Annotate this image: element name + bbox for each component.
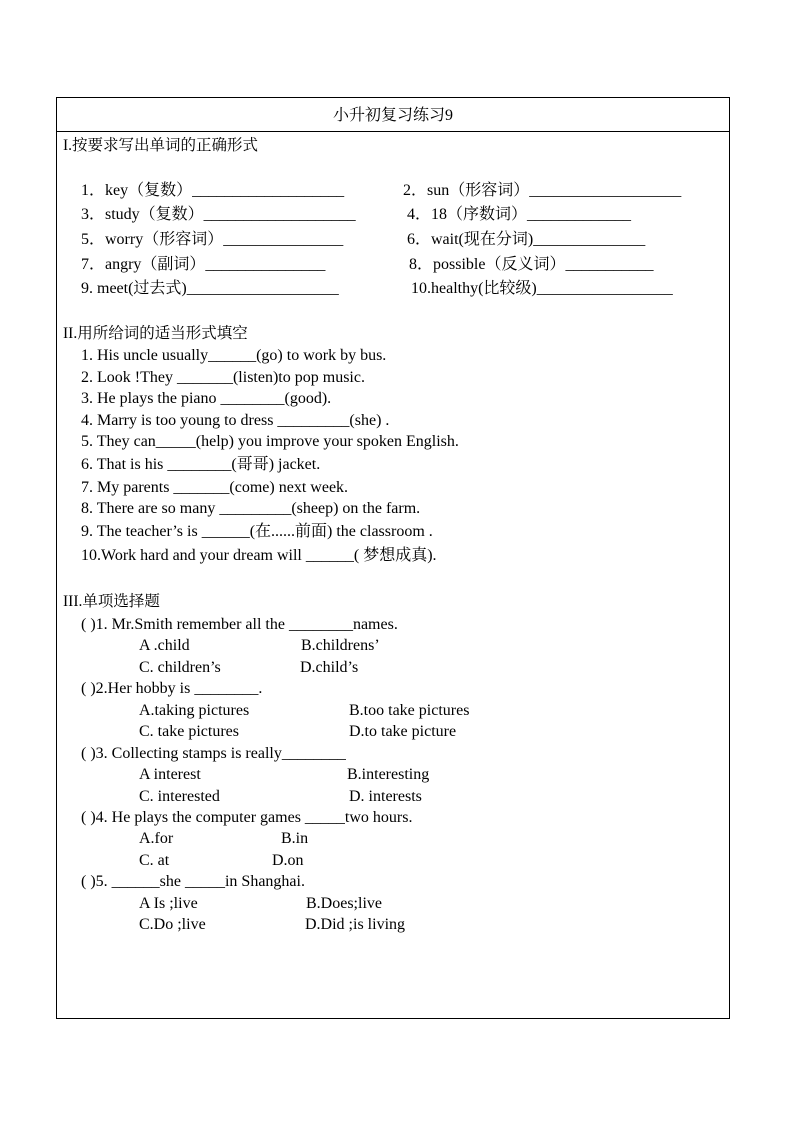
word-item: 8．possible（反义词）___________: [409, 256, 654, 273]
option: C. take pictures: [139, 723, 239, 740]
question-stem: ( )2.Her hobby is ________.: [81, 680, 263, 697]
option: A.taking pictures: [139, 702, 250, 719]
option: D.to take picture: [349, 723, 457, 740]
option: B.childrens’: [301, 637, 380, 654]
word-item: 7．angry（副词）_______________: [81, 256, 326, 273]
question-stem: ( )4. He plays the computer games _____two hours.: [81, 809, 413, 826]
word-item: 5．worry（形容词）_______________: [81, 231, 344, 248]
fill-item: 1. His uncle usually______(go) to work by bus.: [81, 347, 387, 364]
question-stem: ( )3. Collecting stamps is really________: [81, 745, 346, 762]
word-item: 3．study（复数）___________________: [81, 206, 356, 223]
word-item: 10.healthy(比较级)_________________: [411, 280, 673, 297]
option: D.on: [272, 852, 304, 869]
fill-item: 4. Marry is too young to dress _________(she) .: [81, 412, 390, 429]
option: C. at: [139, 852, 170, 869]
word-item: 4．18（序数词）_____________: [407, 206, 632, 223]
fill-item: 7. My parents _______(come) next week.: [81, 479, 349, 496]
option: D. interests: [349, 788, 422, 805]
option: C. children’s: [139, 659, 221, 676]
word-item: 6．wait(现在分词)______________: [407, 231, 646, 248]
option: A interest: [139, 766, 201, 783]
section-3-heading: III.单项选择题: [63, 593, 160, 610]
option: B.Does;live: [306, 895, 382, 912]
option: A.for: [139, 830, 174, 847]
word-item: 1．key（复数）___________________: [81, 182, 345, 199]
page-title: 小升初复习练习9: [332, 107, 453, 124]
section-2-heading: II.用所给词的适当形式填空: [63, 325, 248, 342]
option: B.too take pictures: [349, 702, 470, 719]
fill-item: 6. That is his ________(哥哥) jacket.: [81, 456, 321, 473]
fill-item: 5. They can_____(help) you improve your spoken English.: [81, 433, 459, 450]
fill-item: 10.Work hard and your dream will ______( 梦想成真).: [81, 547, 437, 564]
title-row: [57, 98, 729, 132]
section-1-heading: I.按要求写出单词的正确形式: [63, 137, 259, 154]
question-stem: ( )1. Mr.Smith remember all the ________names.: [81, 616, 398, 633]
option: C. interested: [139, 788, 220, 805]
option: A Is ;live: [139, 895, 198, 912]
option: B.interesting: [347, 766, 430, 783]
fill-item: 9. The teacher’s is ______(在......前面) the classroom .: [81, 523, 433, 540]
fill-item: 8. There are so many _________(sheep) on the farm.: [81, 500, 421, 517]
fill-item: 3. He plays the piano ________(good).: [81, 390, 332, 407]
word-item: 2．sun（形容词）___________________: [403, 182, 682, 199]
option: C.Do ;live: [139, 916, 206, 933]
option: B.in: [281, 830, 309, 847]
worksheet-frame: [56, 97, 730, 1019]
option: D.Did ;is living: [305, 916, 406, 933]
fill-item: 2. Look !They _______(listen)to pop music.: [81, 369, 365, 386]
option: A .child: [139, 637, 190, 654]
option: D.child’s: [300, 659, 359, 676]
word-item: 9. meet(过去式)___________________: [81, 280, 339, 297]
question-stem: ( )5. ______she _____in Shanghai.: [81, 873, 305, 890]
